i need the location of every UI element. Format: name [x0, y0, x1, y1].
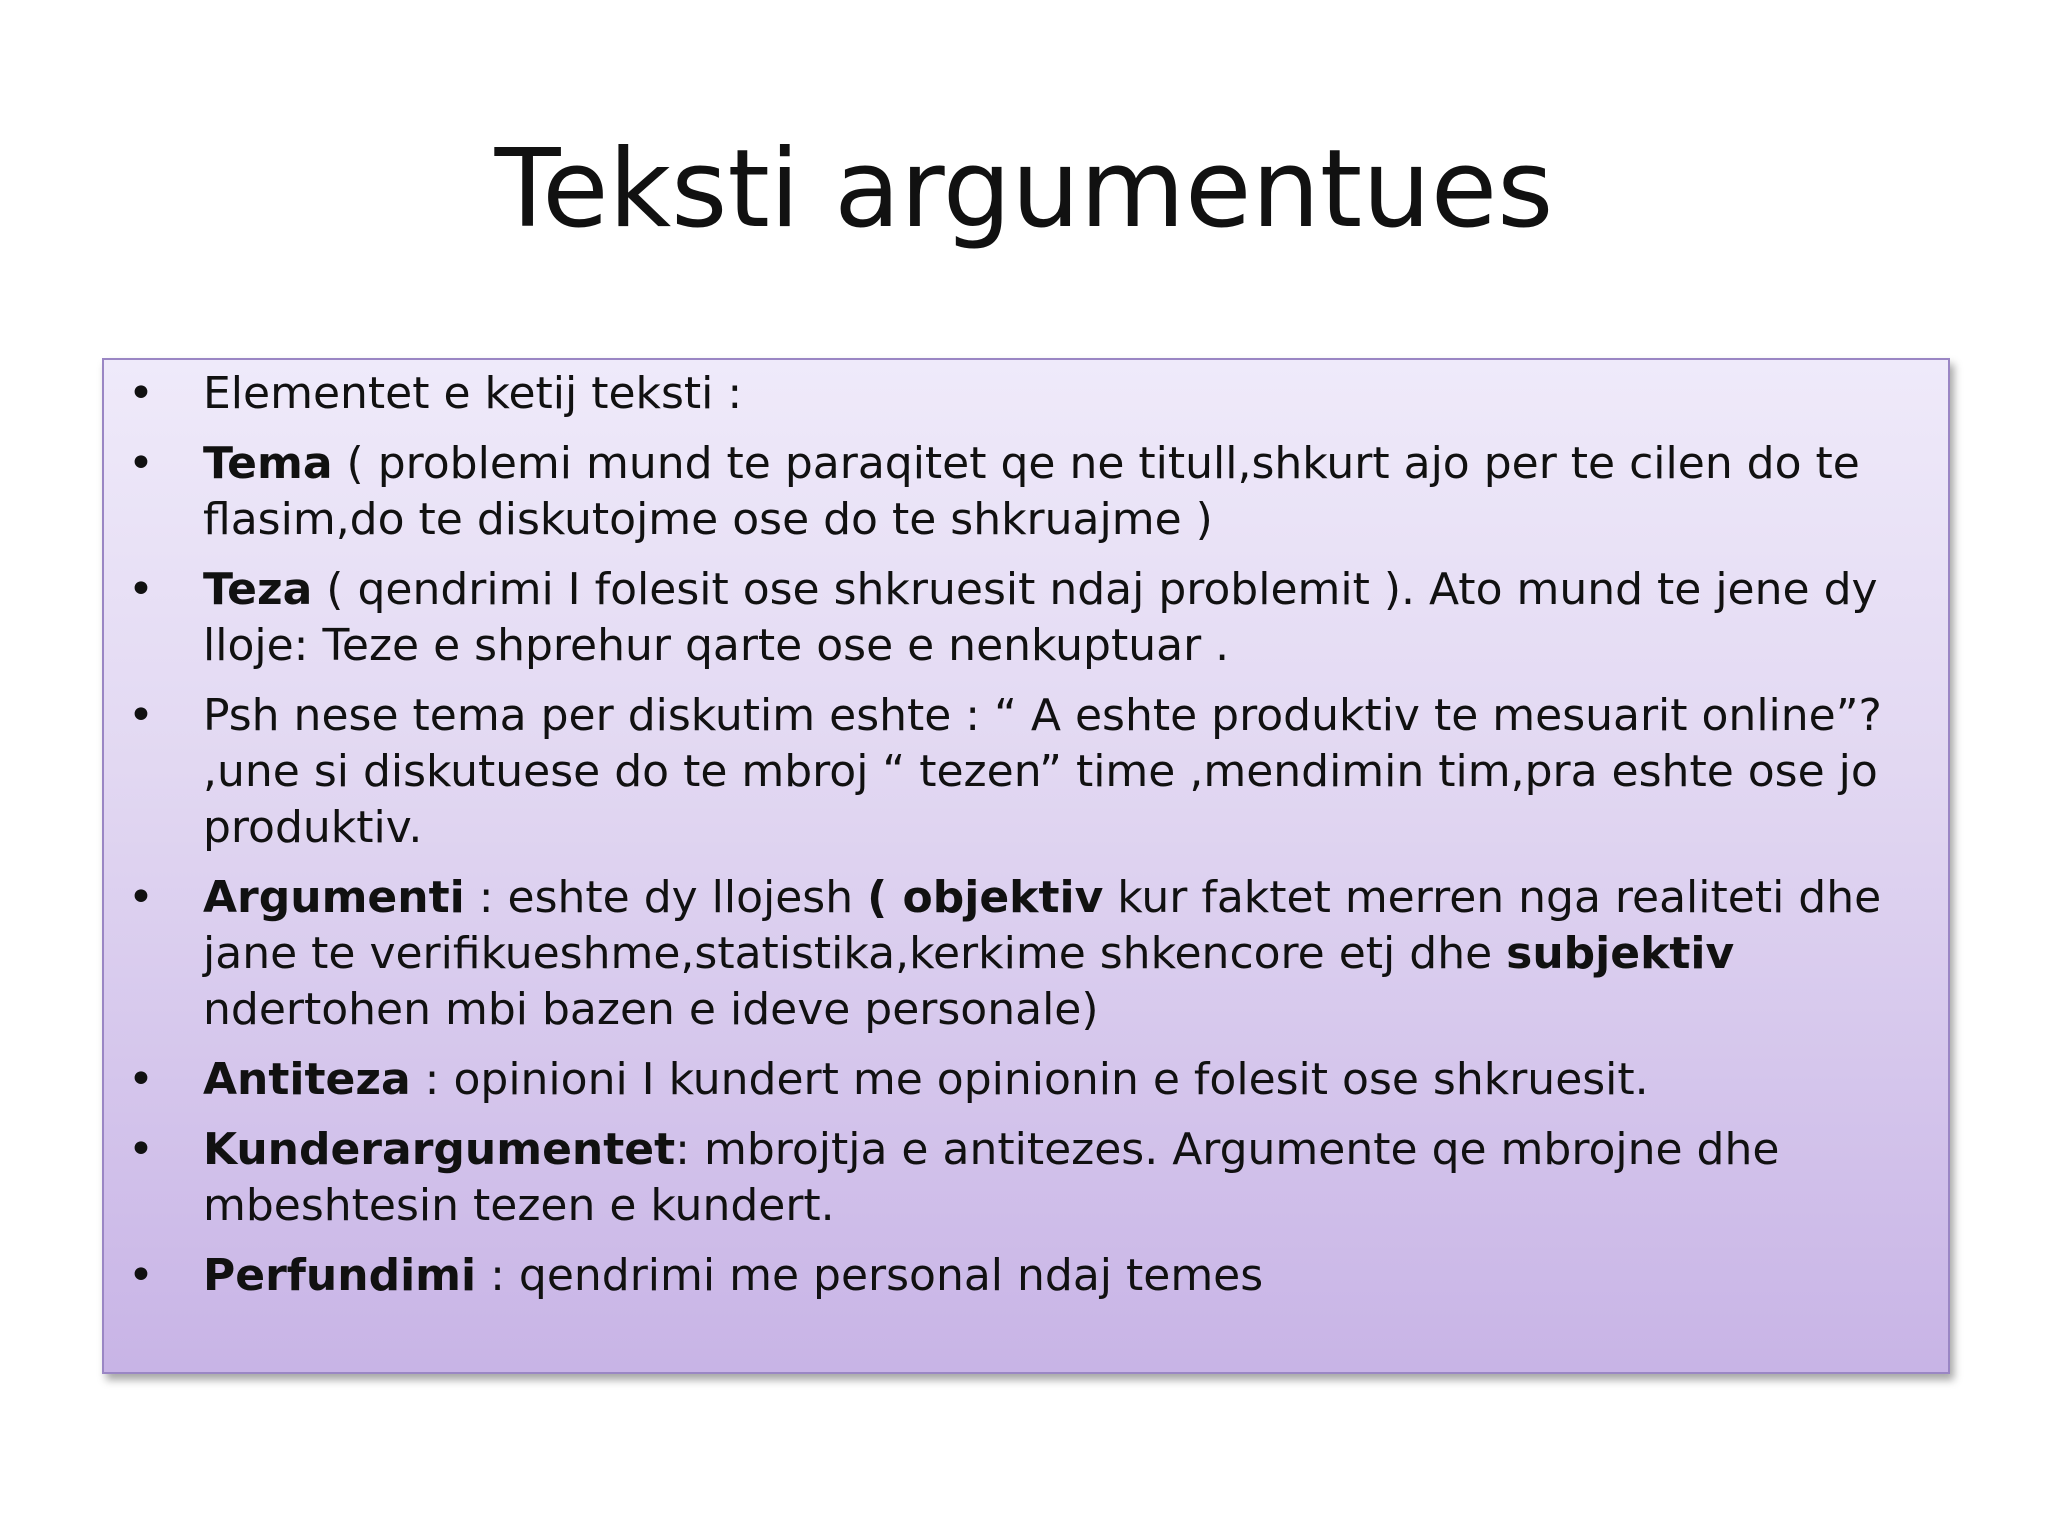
bullet-dot-icon: •: [128, 368, 154, 419]
bullet-dot-icon: •: [128, 564, 154, 615]
bullet-term-subjektiv: subjektiv: [1506, 928, 1735, 979]
bullet-text: ( qendrimi I folesit ose shkruesit ndaj problemit ). Ato mund te jene dy lloje: Teze e shprehur qarte ose e nenkuptuar .: [203, 564, 1878, 671]
bullet-dot-icon: •: [128, 1250, 154, 1301]
bullet-item-example: [104, 688, 1948, 856]
bullet-text: : mbrojtja e antitezes. Argumente qe mbrojne dhe mbeshtesin tezen e kundert.: [203, 1124, 1780, 1231]
bullet-term-objektiv: ( objektiv: [867, 872, 1104, 923]
bullet-text: Psh nese tema per diskutim eshte : “ A eshte produktiv te mesuarit online”? ,une si diskutuese do te mbroj “ tezen” time ,mendimin tim,pra eshte ose jo produktiv.: [203, 690, 1882, 853]
slide-title: Teksti argumentues: [494, 127, 1554, 252]
bullet-dot-icon: •: [128, 690, 154, 741]
bullet-text: ( problemi mund te paraqitet qe ne titull,shkurt ajo per te cilen do te flasim,do te diskutojme ose do te shkruajme ): [203, 438, 1860, 545]
bullet-text: kur faktet merren nga realiteti dhe jane te verifikueshme,statistika,kerkime shkencore etj dhe: [203, 872, 1882, 979]
bullet-list: [104, 360, 1948, 1304]
bullet-text: : eshte dy llojesh: [464, 872, 868, 923]
bullet-term: Argumenti: [203, 872, 465, 923]
bullet-item-antiteza: [104, 1052, 1948, 1108]
bullet-item-perfundimi: [104, 1248, 1948, 1304]
bullet-text: : opinioni I kundert me opinionin e folesit ose shkruesit.: [410, 1054, 1649, 1105]
bullet-dot-icon: •: [128, 872, 154, 923]
bullet-dot-icon: •: [128, 438, 154, 489]
content-box: [102, 358, 1950, 1374]
bullet-term: Perfundimi: [203, 1250, 477, 1301]
bullet-item-tema: [104, 436, 1948, 548]
bullet-item-kunderargumentet: [104, 1122, 1948, 1234]
bullet-dot-icon: •: [128, 1124, 154, 1175]
bullet-term: Antiteza: [203, 1054, 411, 1105]
bullet-text: Elementet e ketij teksti :: [203, 368, 743, 419]
bullet-item-teza: [104, 562, 1948, 674]
bullet-text: : qendrimi me personal ndaj temes: [476, 1250, 1264, 1301]
bullet-text: ndertohen mbi bazen e ideve personale): [203, 984, 1099, 1035]
bullet-term: Teza: [203, 564, 313, 615]
bullet-term: Kunderargumentet: [203, 1124, 676, 1175]
bullet-item-argumenti: [104, 870, 1948, 1038]
bullet-item-elementet: [104, 366, 1948, 422]
bullet-term: Tema: [203, 438, 333, 489]
bullet-dot-icon: •: [128, 1054, 154, 1105]
